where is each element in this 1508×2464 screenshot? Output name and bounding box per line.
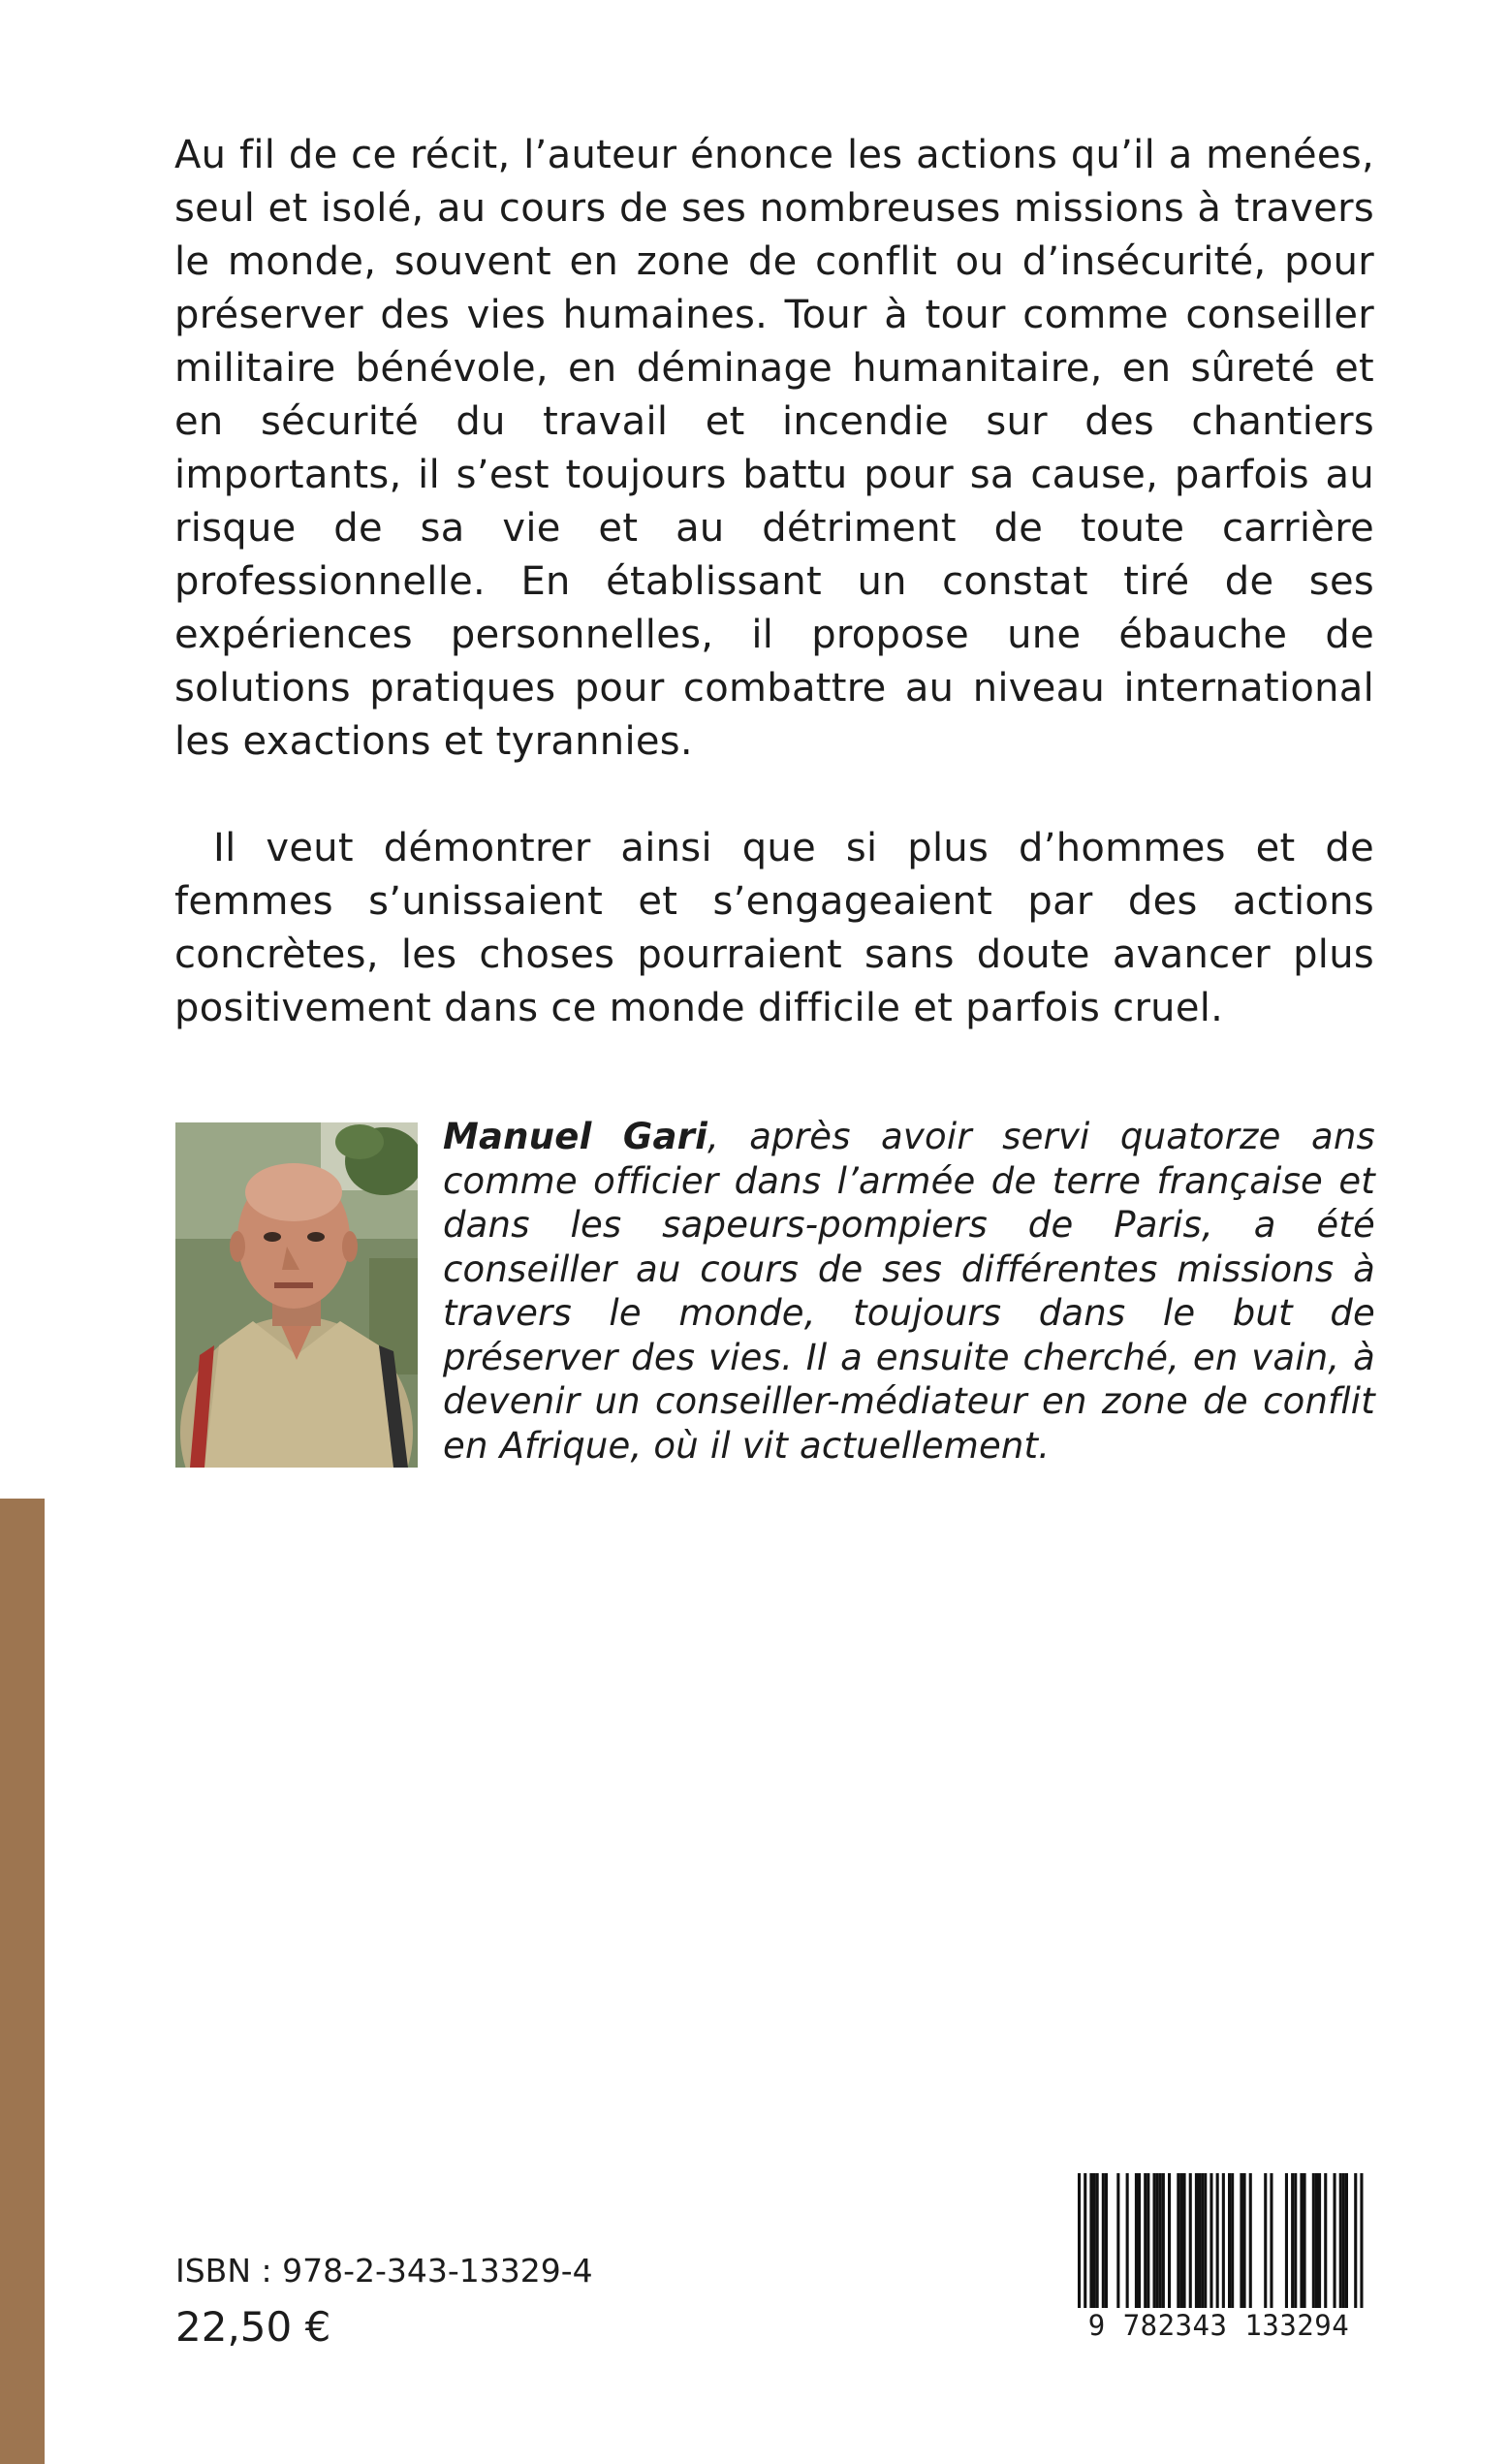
barcode-bar <box>1228 2173 1231 2311</box>
barcode-bar <box>1195 2173 1198 2311</box>
barcode-bar <box>1093 2173 1096 2311</box>
barcode-bar <box>1216 2173 1219 2328</box>
barcode-bar <box>1162 2173 1165 2311</box>
barcode-bar <box>1179 2173 1182 2311</box>
barcode-bar <box>1249 2173 1252 2311</box>
blurb-paragraph-1: Au fil de ce récit, l’auteur énonce les actions qu’il a menées, seul et isolé, au cours de ses nombreuses missions à travers le monde, souvent en zone de conflit ou d’insécurité, pour préserver des vies humaines. Tour à tour comme conseiller militaire bénévole, en déminage humanitaire, en sûreté et en sécurité du travail et incendie sur des chantiers importants, il s’est toujours battu pour sa cause, parfois au risque de sa vie et au détriment de toute carrière professionnelle. En établissant un constat tiré de ses expériences personnelles, il propose une ébauche de solutions pratiques pour combattre au niveau international les exactions et tyrannies. <box>174 133 1374 764</box>
barcode-bar <box>1334 2173 1336 2311</box>
author-name: Manuel Gari <box>443 1116 707 1157</box>
barcode-bar <box>1339 2173 1342 2311</box>
price: 22,50 € <box>175 2303 331 2351</box>
barcode-bar <box>1156 2173 1159 2311</box>
barcode-bar <box>1345 2173 1348 2311</box>
barcode-bar <box>1084 2173 1086 2328</box>
barcode-bar <box>1231 2173 1234 2311</box>
barcode-bar <box>1360 2173 1363 2328</box>
barcode-bar <box>1324 2173 1327 2311</box>
barcode-bar <box>1294 2173 1297 2311</box>
author-bio <box>443 1115 1375 1468</box>
barcode-bar <box>1135 2173 1138 2311</box>
barcode-bar <box>1116 2173 1119 2311</box>
barcode-bar <box>1204 2173 1207 2311</box>
barcode-bar <box>1138 2173 1141 2311</box>
barcode-bar <box>1102 2173 1105 2311</box>
barcode <box>1056 2171 1381 2351</box>
barcode-bar <box>1354 2173 1357 2328</box>
barcode-bar <box>1168 2173 1171 2311</box>
barcode-digits: 9 782343 133294 <box>1056 2308 1381 2343</box>
barcode-bar <box>1264 2173 1267 2311</box>
barcode-bar <box>1300 2173 1303 2311</box>
author-bio-text: , après avoir servi quatorze ans comme officier dans l’armée de terre française et dans les sapeurs-pompiers de Paris, a été conseiller au cours de ses différentes missions à travers le monde, toujours dans le but de préserver des vies. Il a ensuite cherché, en vain, à devenir un conseiller-médiateur en zone de conflit en Afrique, où il vit actuellement. <box>443 1116 1375 1467</box>
barcode-bar <box>1222 2173 1225 2328</box>
barcode-bar <box>1153 2173 1156 2311</box>
back-cover-blurb <box>174 129 1374 1035</box>
barcode-bar <box>1318 2173 1321 2311</box>
barcode-bar <box>1159 2173 1162 2311</box>
blurb-paragraph-2: Il veut démontrer ainsi que si plus d’hommes et de femmes s’unissaient et s’engageaient par des actions concrètes, les choses pourraient sans doute avancer plus positivement dans ce monde difficile et parfois cruel. <box>174 826 1374 1030</box>
spine-color-band <box>0 1499 45 2464</box>
barcode-bar <box>1315 2173 1318 2311</box>
barcode-bar <box>1312 2173 1315 2311</box>
barcode-bar <box>1126 2173 1129 2311</box>
barcode-bar <box>1144 2173 1147 2311</box>
barcode-bar <box>1189 2173 1192 2311</box>
barcode-bar <box>1105 2173 1108 2311</box>
barcode-bar <box>1291 2173 1294 2311</box>
barcode-bar <box>1078 2173 1081 2328</box>
barcode-bar <box>1201 2173 1204 2311</box>
barcode-bar <box>1210 2173 1212 2311</box>
barcode-bar <box>1342 2173 1345 2311</box>
barcode-bar <box>1096 2173 1099 2311</box>
barcode-bar <box>1183 2173 1186 2311</box>
barcode-bar <box>1177 2173 1179 2311</box>
barcode-bar <box>1243 2173 1246 2311</box>
barcode-bar <box>1240 2173 1242 2311</box>
barcode-bar <box>1147 2173 1149 2311</box>
barcode-bar <box>1198 2173 1201 2311</box>
barcode-bar <box>1285 2173 1288 2311</box>
isbn: ISBN : 978-2-343-13329-4 <box>175 2252 593 2290</box>
barcode-bar <box>1270 2173 1272 2311</box>
author-photo <box>175 1122 418 1468</box>
barcode-bar <box>1089 2173 1092 2311</box>
barcode-bar <box>1304 2173 1306 2311</box>
